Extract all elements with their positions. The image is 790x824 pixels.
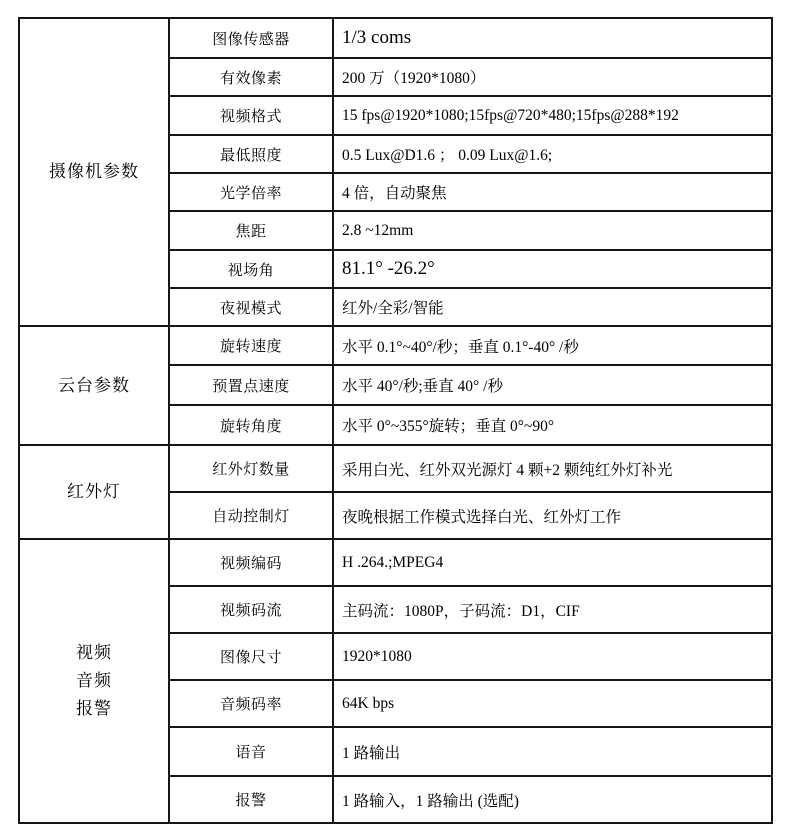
param-cell: 旋转速度 <box>169 326 333 365</box>
category-label: 云台参数 <box>58 375 130 395</box>
value-cell: 水平 0°~355°旋转；垂直 0°~90° <box>333 405 772 445</box>
category-cell <box>19 18 169 326</box>
value-cell: 采用白光、红外双光源灯 4 颗+2 颗纯红外灯补光 <box>333 445 772 492</box>
value-cell: 1 路输出 <box>333 727 772 776</box>
table-row <box>19 445 772 492</box>
value-cell: 水平 40°/秒;垂直 40° /秒 <box>333 365 772 405</box>
value-cell: 1 路输入，1 路输出 (选配) <box>333 776 772 823</box>
value-cell: 64K bps <box>333 680 772 727</box>
category-label: 视频 <box>76 643 112 662</box>
category-cell <box>19 539 169 823</box>
param-cell: 视频编码 <box>169 539 333 586</box>
param-cell: 红外灯数量 <box>169 445 333 492</box>
value-cell: 4 倍，自动聚焦 <box>333 173 772 211</box>
value-cell: 15 fps@1920*1080;15fps@720*480;15fps@288*192 <box>333 96 772 135</box>
category-label: 红外灯 <box>67 482 121 501</box>
value-cell: 水平 0.1°~40°/秒；垂直 0.1°-40° /秒 <box>333 326 772 365</box>
value-cell: H .264.;MPEG4 <box>333 539 772 586</box>
param-cell: 有效像素 <box>169 58 333 96</box>
param-cell: 自动控制灯 <box>169 492 333 539</box>
value-cell: 0.5 Lux@D1.6 ； 0.09 Lux@1.6; <box>333 135 772 173</box>
param-cell: 预置点速度 <box>169 365 333 405</box>
value-cell: 红外/全彩/智能 <box>333 288 772 326</box>
param-cell: 夜视模式 <box>169 288 333 326</box>
param-cell: 音频码率 <box>169 680 333 727</box>
value-cell: 主码流：1080P，子码流：D1，CIF <box>333 586 772 633</box>
value-cell: 81.1° -26.2° <box>333 250 772 288</box>
category-cell <box>19 326 169 445</box>
value-cell: 1920*1080 <box>333 633 772 680</box>
value-cell: 200 万（1920*1080） <box>333 58 772 96</box>
param-cell: 旋转角度 <box>169 405 333 445</box>
param-cell: 焦距 <box>169 211 333 250</box>
param-cell: 最低照度 <box>169 135 333 173</box>
table-row <box>19 326 772 365</box>
table-row <box>19 539 772 586</box>
param-cell: 图像传感器 <box>169 18 333 58</box>
category-cell <box>19 445 169 539</box>
category-label: 报警 <box>76 699 112 718</box>
param-cell: 报警 <box>169 776 333 823</box>
camera-spec-table <box>18 17 773 824</box>
category-label: 音频 <box>76 671 112 690</box>
param-cell: 语音 <box>169 727 333 776</box>
value-cell: 1/3 coms <box>333 18 772 58</box>
param-cell: 视频格式 <box>169 96 333 135</box>
table-row <box>19 18 772 58</box>
spec-table-body <box>19 18 772 823</box>
param-cell: 视场角 <box>169 250 333 288</box>
value-cell: 夜晚根据工作模式选择白光、红外灯工作 <box>333 492 772 539</box>
param-cell: 光学倍率 <box>169 173 333 211</box>
param-cell: 图像尺寸 <box>169 633 333 680</box>
category-label: 摄像机参数 <box>49 162 139 181</box>
value-cell: 2.8 ~12mm <box>333 211 772 250</box>
param-cell: 视频码流 <box>169 586 333 633</box>
